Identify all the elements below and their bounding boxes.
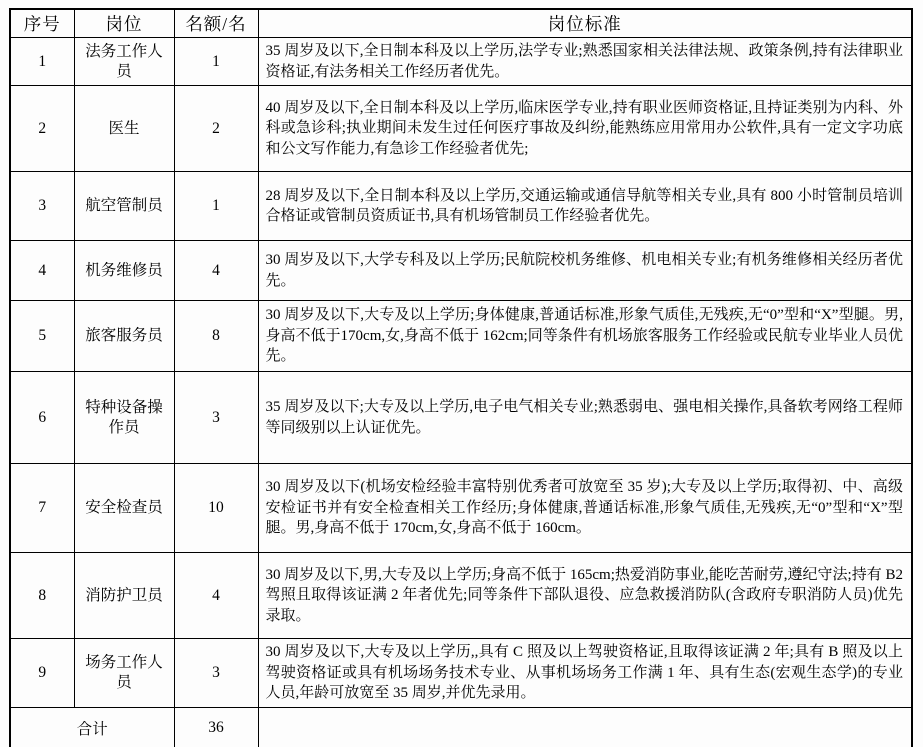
table-row — [10, 372, 912, 464]
quota-cell: 2 — [174, 86, 258, 172]
table-row — [10, 241, 912, 301]
row-number-cell: 5 — [10, 301, 74, 372]
column-header-standard: 岗位标准 — [258, 9, 912, 38]
standard-cell: 35 周岁及以下,全日制本科及以上学历,法学专业;熟悉国家相关法律法规、政策条例,持有法律职业资格证,有法务相关工作经历者优先。 — [258, 38, 912, 86]
table-row — [10, 639, 912, 708]
standard-cell: 30 周岁及以下,大学专科及以上学历;民航院校机务维修、机电相关专业;有机务维修相关经历者优先。 — [258, 241, 912, 301]
recruitment-table — [9, 8, 913, 747]
position-cell: 航空管制员 — [74, 172, 174, 241]
table-row — [10, 86, 912, 172]
quota-cell: 3 — [174, 372, 258, 464]
quota-cell: 1 — [174, 38, 258, 86]
position-cell: 安全检查员 — [74, 464, 174, 553]
row-number-cell: 8 — [10, 553, 74, 639]
total-label-cell: 合计 — [10, 707, 174, 747]
standard-cell: 30 周岁及以下,大专及以上学历;身体健康,普通话标准,形象气质佳,无残疾,无“0”型和“X”型腿。男,身高不低于170cm,女,身高不低于 162cm;同等条件有机场旅客服务工作经验或民航专业毕业人员优先。 — [258, 301, 912, 372]
position-cell: 法务工作人员 — [74, 38, 174, 86]
table-row — [10, 553, 912, 639]
position-cell: 医生 — [74, 86, 174, 172]
position-cell: 消防护卫员 — [74, 553, 174, 639]
position-cell: 旅客服务员 — [74, 301, 174, 372]
position-cell: 场务工作人员 — [74, 639, 174, 708]
table-row — [10, 172, 912, 241]
table-row — [10, 301, 912, 372]
standard-cell: 30 周岁及以下(机场安检经验丰富特别优秀者可放宽至 35 岁);大专及以上学历;取得初、中、高级安检证书并有安全检查相关工作经历;身体健康,普通话标准,形象气质佳,无残疾,无“0”型和“X”型腿。男,身高不低于 170cm,女,身高不低于 160cm。 — [258, 464, 912, 553]
header-row — [10, 9, 912, 38]
row-number-cell: 3 — [10, 172, 74, 241]
quota-cell: 4 — [174, 553, 258, 639]
position-cell: 机务维修员 — [74, 241, 174, 301]
row-number-cell: 7 — [10, 464, 74, 553]
table-row — [10, 464, 912, 553]
column-header-position: 岗位 — [74, 9, 174, 38]
quota-cell: 1 — [174, 172, 258, 241]
table-row — [10, 38, 912, 86]
standard-cell: 40 周岁及以下,全日制本科及以上学历,临床医学专业,持有职业医师资格证,且持证类别为内科、外科或急诊科;执业期间未发生过任何医疗事故及纠纷,能熟练应用常用办公软件,具有一定文字功底和公文写作能力,有急诊工作经验者优先; — [258, 86, 912, 172]
row-number-cell: 6 — [10, 372, 74, 464]
row-number-cell: 4 — [10, 241, 74, 301]
standard-cell: 30 周岁及以下,男,大专及以上学历;身高不低于 165cm;热爱消防事业,能吃苦耐劳,遵纪守法;持有 B2 驾照且取得该证满 2 年者优先;同等条件下部队退役、应急救援消防队(含政府专职消防人员)优先录取。 — [258, 553, 912, 639]
quota-cell: 8 — [174, 301, 258, 372]
quota-cell: 3 — [174, 639, 258, 708]
row-number-cell: 9 — [10, 639, 74, 708]
column-header-no: 序号 — [10, 9, 74, 38]
quota-cell: 4 — [174, 241, 258, 301]
column-header-quota: 名额/名 — [174, 9, 258, 38]
total-standard-cell — [258, 707, 912, 747]
position-cell: 特种设备操作员 — [74, 372, 174, 464]
total-quota-cell: 36 — [174, 707, 258, 747]
row-number-cell: 2 — [10, 86, 74, 172]
standard-cell: 30 周岁及以下,大专及以上学历,,具有 C 照及以上驾驶资格证,且取得该证满 2 年;具有 B 照及以上驾驶资格证或具有机场场务技术专业、从事机场场务工作满 1 年、具有生态(宏观生态学)的专业人员,年龄可放宽至 35 周岁,并优先录用。 — [258, 639, 912, 708]
row-number-cell: 1 — [10, 38, 74, 86]
standard-cell: 28 周岁及以下,全日制本科及以上学历,交通运输或通信导航等相关专业,具有 800 小时管制员培训合格证或管制员资质证书,具有机场管制员工作经验者优先。 — [258, 172, 912, 241]
quota-cell: 10 — [174, 464, 258, 553]
total-row — [10, 707, 912, 747]
standard-cell: 35 周岁及以下;大专及以上学历,电子电气相关专业;熟悉弱电、强电相关操作,具备软考网络工程师等同级别以上认证优先。 — [258, 372, 912, 464]
